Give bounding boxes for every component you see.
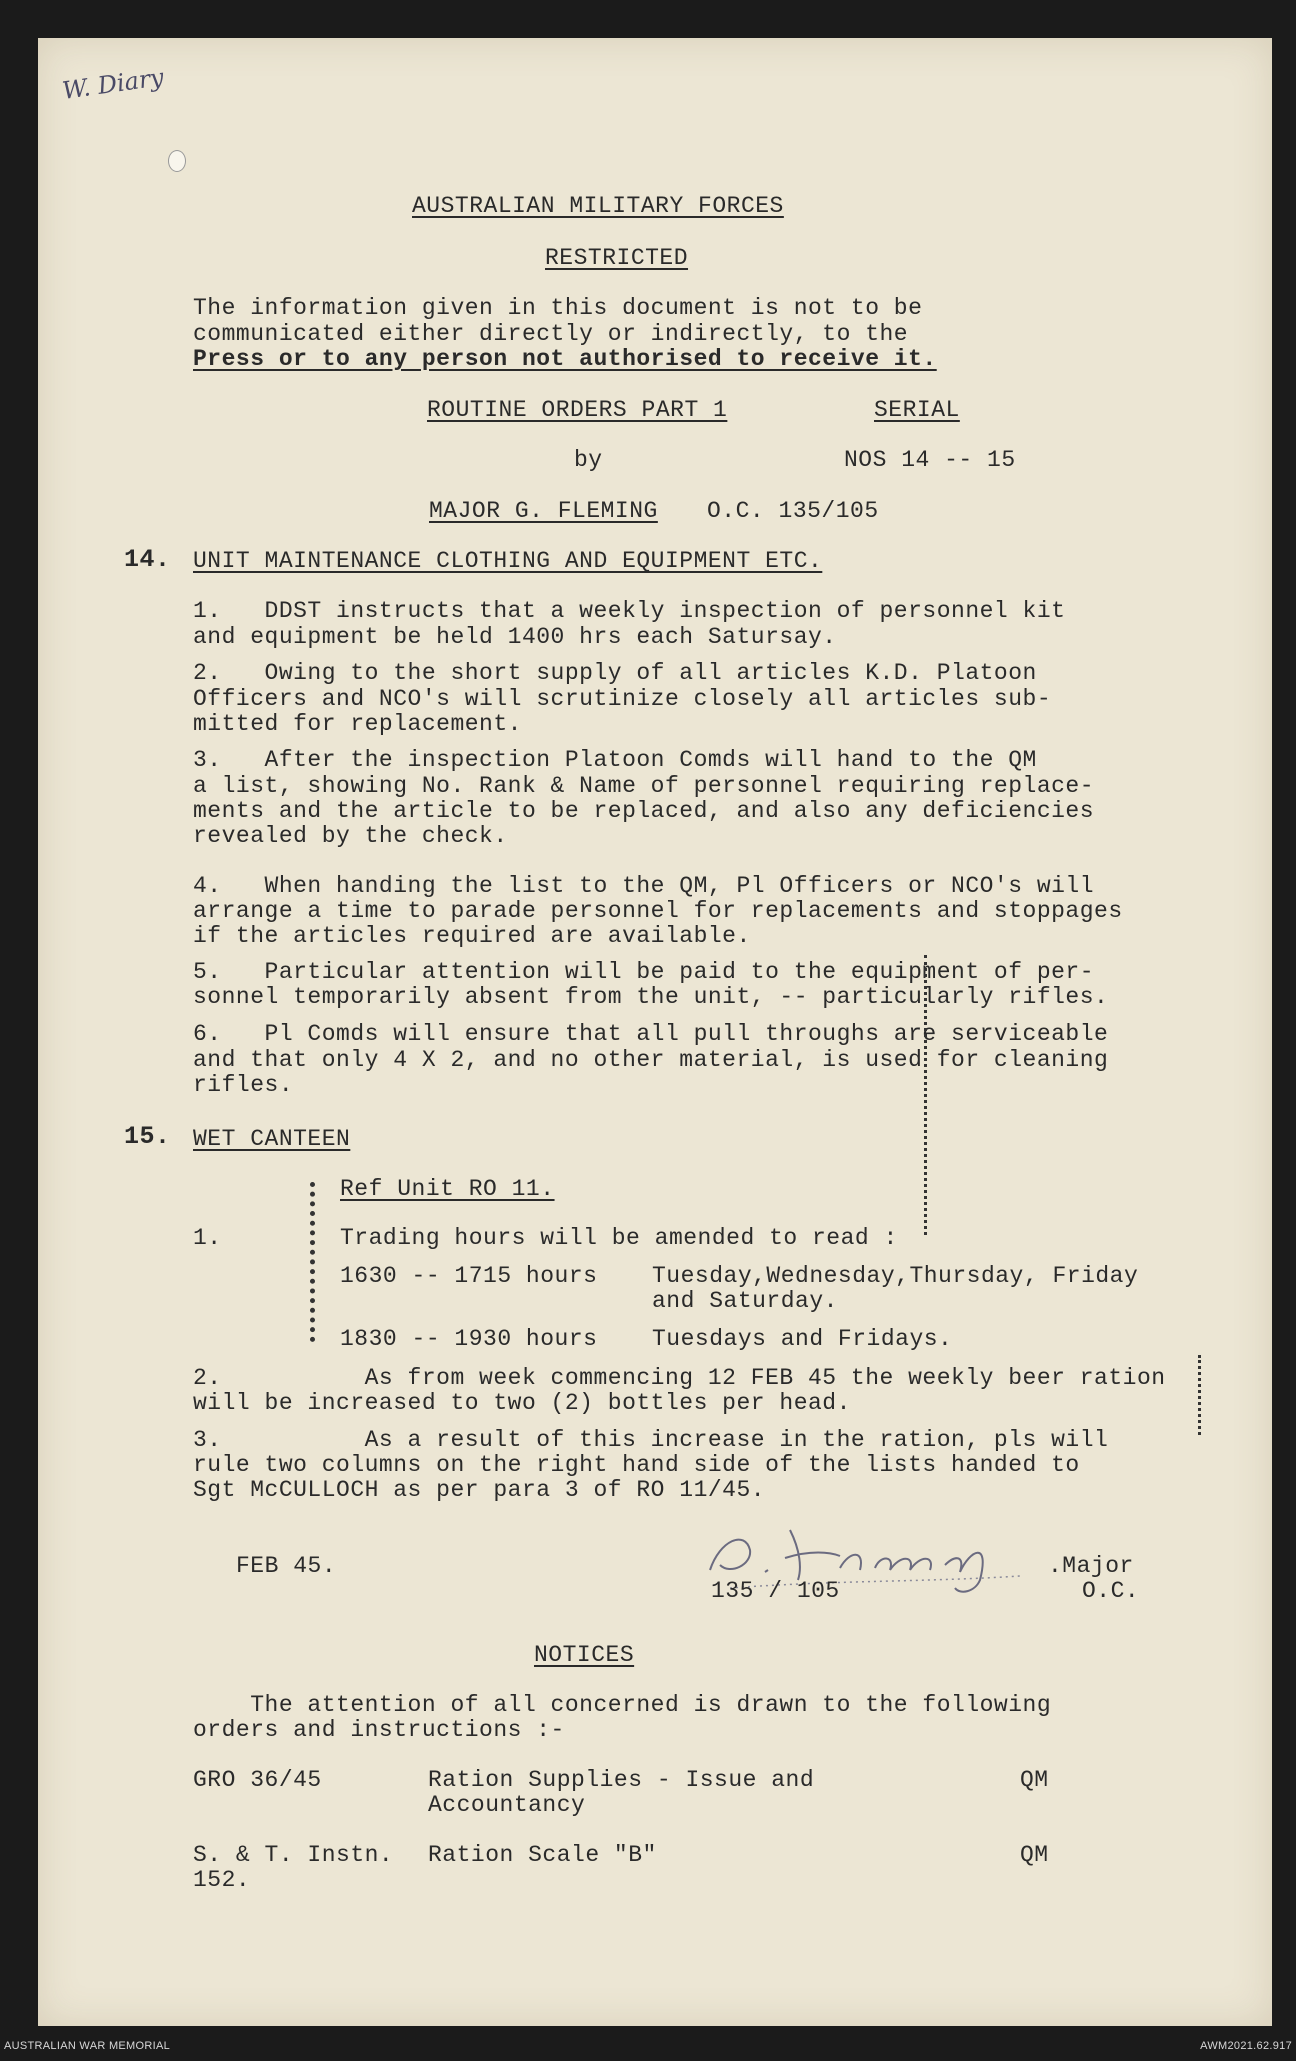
hours-row-1-days-cont: and Saturday. [652,1288,838,1314]
para-line: and equipment be held 1400 hrs each Satursay. [193,624,837,650]
issuer-name: MAJOR G. FLEMING [429,498,658,524]
section-15-title: WET CANTEEN [193,1126,351,1152]
para-line: sonnel temporarily absent from the unit, -- particularly rifles. [193,984,1109,1010]
notice-ref-cont: 152. [193,1867,251,1893]
signature-date: FEB 45. [236,1553,337,1579]
para-line: rifles. [193,1072,294,1098]
para-line: mitted for replacement. [193,711,522,737]
para-line: and that only 4 X 2, and no other material, is used for cleaning [193,1047,1109,1073]
para-line: Officers and NCO's will scrutinize closely all articles sub- [193,686,1052,712]
para-line: will be increased to two (2) bottles per head. [193,1390,851,1416]
para-line: ments and the article to be replaced, and also any deficiencies [193,798,1095,824]
footer-source: AUSTRALIAN WAR MEMORIAL [4,2040,171,2052]
signature-unit: 135 / 105 [711,1578,840,1604]
notice-dept: QM [1020,1767,1049,1793]
notices-title: NOTICES [534,1642,635,1668]
margin-mark [924,955,930,1235]
document-title: AUSTRALIAN MILITARY FORCES [412,193,784,219]
section-15-item-1-number: 1. [193,1225,222,1251]
section-15-reference: Ref Unit RO 11. [340,1176,555,1202]
para-line: if the articles required are available. [193,923,751,949]
hours-row-2-time: 1830 -- 1930 hours [340,1326,598,1352]
para-line: 1. DDST instructs that a weekly inspection of personnel kit [193,598,1066,624]
para-line: 4. When handing the list to the QM, Pl Officers or NCO's will [193,873,1095,899]
margin-mark [310,1182,318,1342]
para-line: Sgt McCULLOCH as per para 3 of RO 11/45. [193,1477,766,1503]
para-line: 6. Pl Comds will ensure that all pull throughs are serviceable [193,1021,1109,1047]
para-line: 2. Owing to the short supply of all articles K.D. Platoon [193,660,1037,686]
handwritten-annotation: W. Diary [60,63,166,105]
punch-hole [168,150,186,172]
serial-numbers: NOS 14 -- 15 [844,447,1016,473]
notice-desc: Ration Supplies - Issue and [428,1767,815,1793]
para-line: arrange a time to parade personnel for replacements and stoppages [193,898,1123,924]
notice-ref: S. & T. Instn. [193,1842,394,1868]
hours-row-1-time: 1630 -- 1715 hours [340,1263,598,1289]
para-line: a list, showing No. Rank & Name of personnel requiring replace- [193,773,1095,799]
para-line: revealed by the check. [193,823,508,849]
section-14-title: UNIT MAINTENANCE CLOTHING AND EQUIPMENT ETC. [193,548,823,574]
notices-intro-line: orders and instructions :- [193,1717,565,1743]
para-line: 3. After the inspection Platoon Comds will hand to the QM [193,747,1037,773]
notice-dept: QM [1020,1842,1049,1868]
signature-rank: .Major [1048,1553,1134,1579]
trading-hours-text: Trading hours will be amended to read : [340,1225,898,1251]
hours-row-2-days: Tuesdays and Fridays. [652,1326,953,1352]
para-line: 5. Particular attention will be paid to the equipment of per- [193,959,1095,985]
footer-accession: AWM2021.62.917 [1200,2040,1292,2052]
warning-line: Press or to any person not authorised to receive it. [193,346,937,372]
para-line: 2. As from week commencing 12 FEB 45 the weekly beer ration [193,1365,1166,1391]
notice-desc: Ration Scale "B" [428,1842,657,1868]
margin-mark [1198,1355,1204,1435]
section-15-number: 15. [124,1122,171,1151]
signature-role: O.C. [1082,1578,1140,1604]
orders-title: ROUTINE ORDERS PART 1 [427,397,728,423]
para-line: rule two columns on the right hand side of the lists handed to [193,1452,1080,1478]
para-line: 3. As a result of this increase in the ration, pls will [193,1427,1109,1453]
section-14-number: 14. [124,545,171,574]
warning-line: The information given in this document is not to be [193,295,923,321]
issuer-unit: O.C. 135/105 [707,498,879,524]
warning-line: communicated either directly or indirectly, to the [193,321,909,347]
hours-row-1-days: Tuesday,Wednesday,Thursday, Friday [652,1263,1139,1289]
notice-desc: Accountancy [428,1792,586,1818]
serial-label: SERIAL [874,397,960,423]
notice-ref: GRO 36/45 [193,1767,322,1793]
by-label: by [574,447,603,473]
notices-intro-line: The attention of all concerned is drawn to the following [193,1692,1052,1718]
classification-label: RESTRICTED [545,245,689,271]
